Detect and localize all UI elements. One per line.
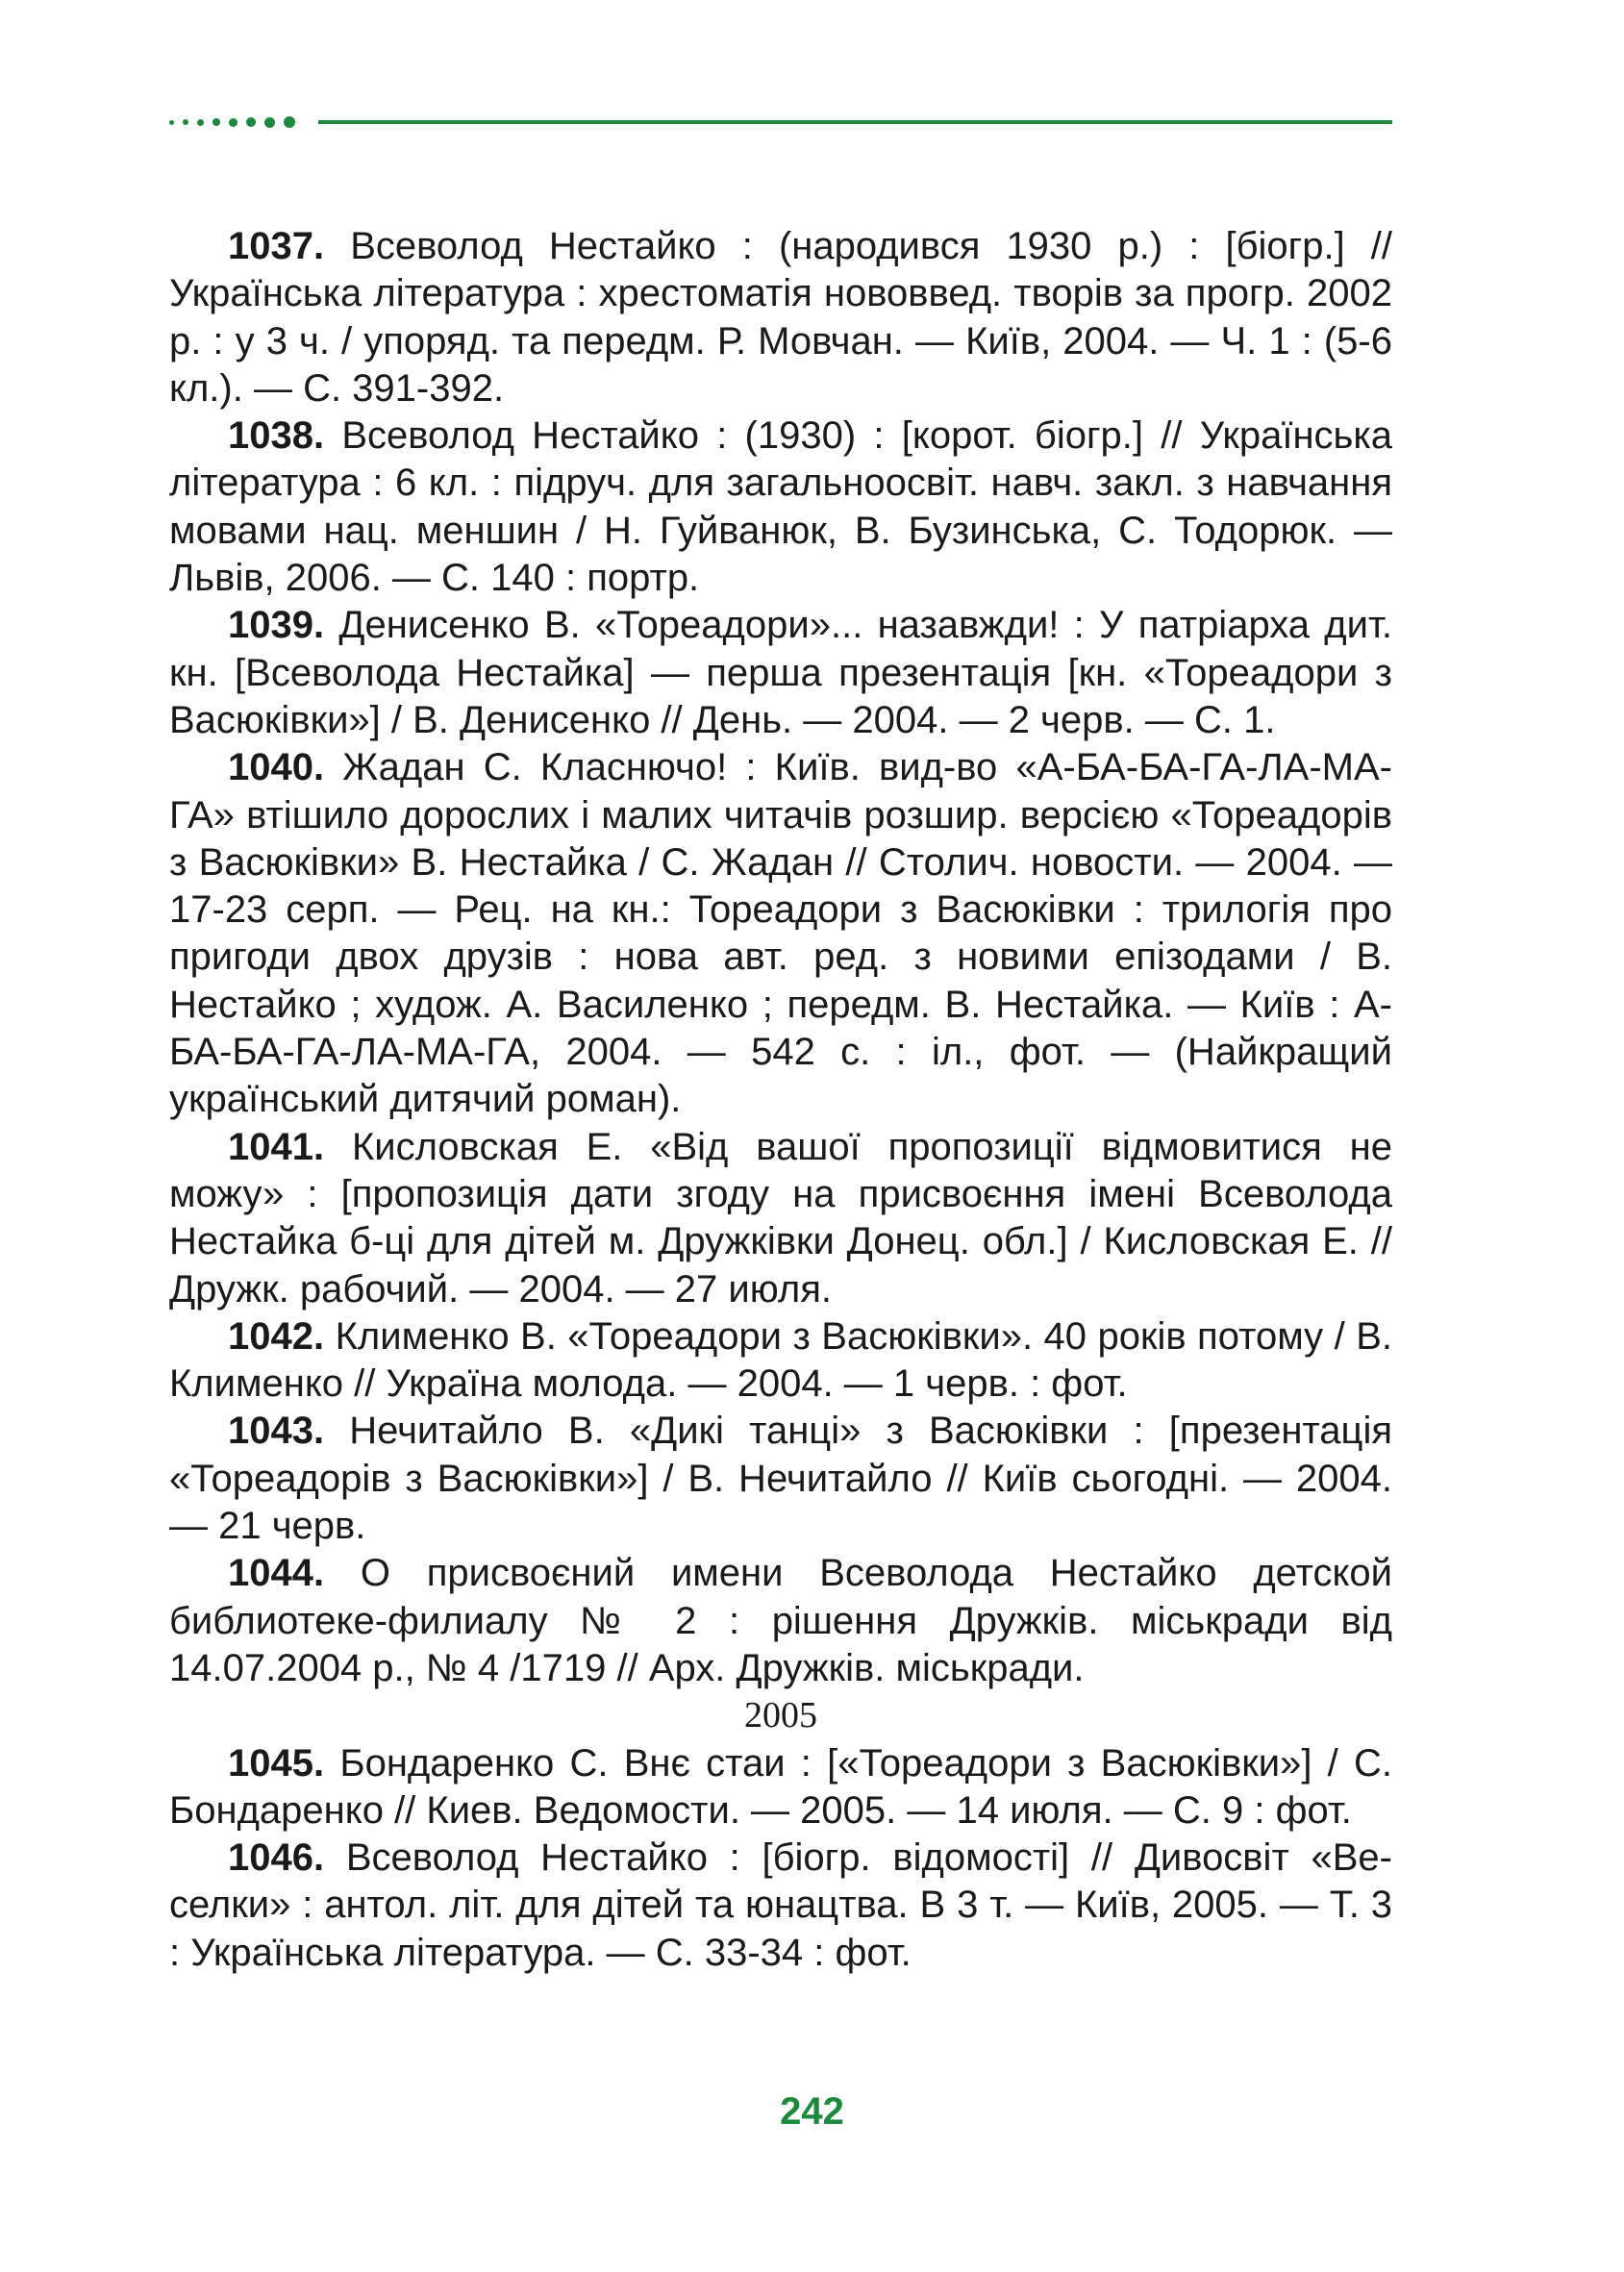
entry-text: Всеволод Нестайко : (народився 1930 р.) : [біогр.] // Українська література : хрестоматія нововвед. творів за прогр. 2002 р. : у 3 ч. / упоряд. та передм. Р. Мовчан. — Київ, 2004. — Ч. 1 : (5-6 кл.). — С. 391-392. [169,225,1392,410]
entry-text: Денисенко В. «Тореадори»... назавжди! : У патріарха дит. кн. [Всеволода Нестайка] — перша презентація [кн. «Тореадори з Васюківки»] / В. Денисенко // День. — 2004. — 2 черв. — С. 1. [169,604,1392,741]
entry-number: 1040. [228,746,325,789]
bibliography-entry [169,1408,1392,1550]
header-dots [169,115,304,129]
entry-number: 1044. [228,1552,325,1595]
bibliography-entry [169,602,1392,744]
header-dot [197,119,204,126]
bibliography-list [169,223,1392,1977]
entry-number: 1039. [228,604,325,647]
header-dot [212,118,220,126]
header-rule [169,115,1392,129]
header-dot [246,117,256,127]
bibliography-entry [169,412,1392,602]
header-dot [284,116,295,128]
header-dot [169,120,174,125]
page-number: 242 [780,2090,844,2133]
bibliography-entry [169,1313,1392,1409]
entry-text: Жадан С. Класнючо! : Київ. вид-во «А-БА-БА-ГА-ЛА-МА-ГА» втішило дорослих і малих читачів розшир. версією «Тореадорів з Васюківки» В. Нестайка / С. Жадан // Столич. новости. — 2004. — 17-23 серп. — Рец. на кн.: Тореадори з Васюківки : трилогія про пригоди двох друзів : нова авт. ред. з новими епізодами / В. Нестайко ; худож. А. Василенко ; передм. В. Нестайка. — Київ : А-БА-БА-ГА-ЛА-МА-ГА, 2004. — 542 с. : іл., фот. — (Найкращий український дитячий роман). [169,746,1392,1121]
entry-text: Нечитайло В. «Дикі танці» з Васюківки : [презентація «Тореадорів з Васюківки»] / В. Нечитайло // Київ сьогодні. — 2004. — 21 черв. [169,1410,1392,1548]
entries-2005 [169,1740,1392,1977]
entry-text: Всеволод Нестайко : (1930) : [корот. біогр.] // Українська література : 6 кл. : підруч. для загальноосвіт. навч. закл. з навчання мовами нац. меншин / Н. Гуйванюк, В. Бузинська, С. Тодорюк. — Львів, 2006. — С. 140 : портр. [169,414,1392,600]
entries-2004 [169,223,1392,1692]
header-dot [264,117,275,128]
entry-number: 1038. [228,414,325,458]
entry-text: Всеволод Нестайко : [біогр. відомості] // Дивосвіт «Веселки» : антол. літ. для дітей та юнацтва. В 3 т. — Київ, 2005. — Т. 3 : Українська література. — С. 33-34 : фот. [169,1836,1392,1974]
bibliography-entry [169,1740,1392,1835]
entry-text: О присвоєний имени Всеволода Нестайко детской библиотеке-филиалу № 2 : рішення Дружків. міськради від 14.07.2004 р., № 4 /1719 // Арх. Дружків. міськради. [169,1552,1392,1689]
entry-number: 1042. [228,1314,325,1358]
entry-number: 1037. [228,225,325,267]
entry-number: 1043. [228,1410,325,1453]
header-dot [229,118,237,127]
bibliography-entry [169,1124,1392,1313]
year-heading: 2005 [744,1695,817,1736]
entry-number: 1041. [228,1125,325,1168]
bibliography-entry [169,744,1392,1123]
entry-text: Клименко В. «Тореадори з Васюківки». 40 років потому / В. Клименко // Україна молода. — 2004. — 1 черв. : фот. [169,1314,1392,1406]
entry-number: 1045. [228,1741,325,1785]
bibliography-entry [169,1550,1392,1692]
entry-number: 1046. [228,1836,325,1880]
header-dot [183,119,188,125]
bibliography-entry [169,1835,1392,1977]
bibliography-entry [169,223,1392,412]
entry-text: Бондаренко С. Внє стаи : [«Тореадори з Васюківки»] / С. Бондаренко // Киев. Ведомости. — 2005. — 14 июля. — С. 9 : фот. [169,1741,1392,1832]
header-line [318,120,1392,124]
entry-text: Кисловская Е. «Від вашої пропозиції відмовитися не можу» : [пропозиція дати згоду на присвоєння імені Всеволода Нестайка б-ці для дітей м. Дружківки Донец. обл.] / Кисловская Е. // Дружк. рабочий. — 2004. — 27 июля. [169,1125,1392,1311]
